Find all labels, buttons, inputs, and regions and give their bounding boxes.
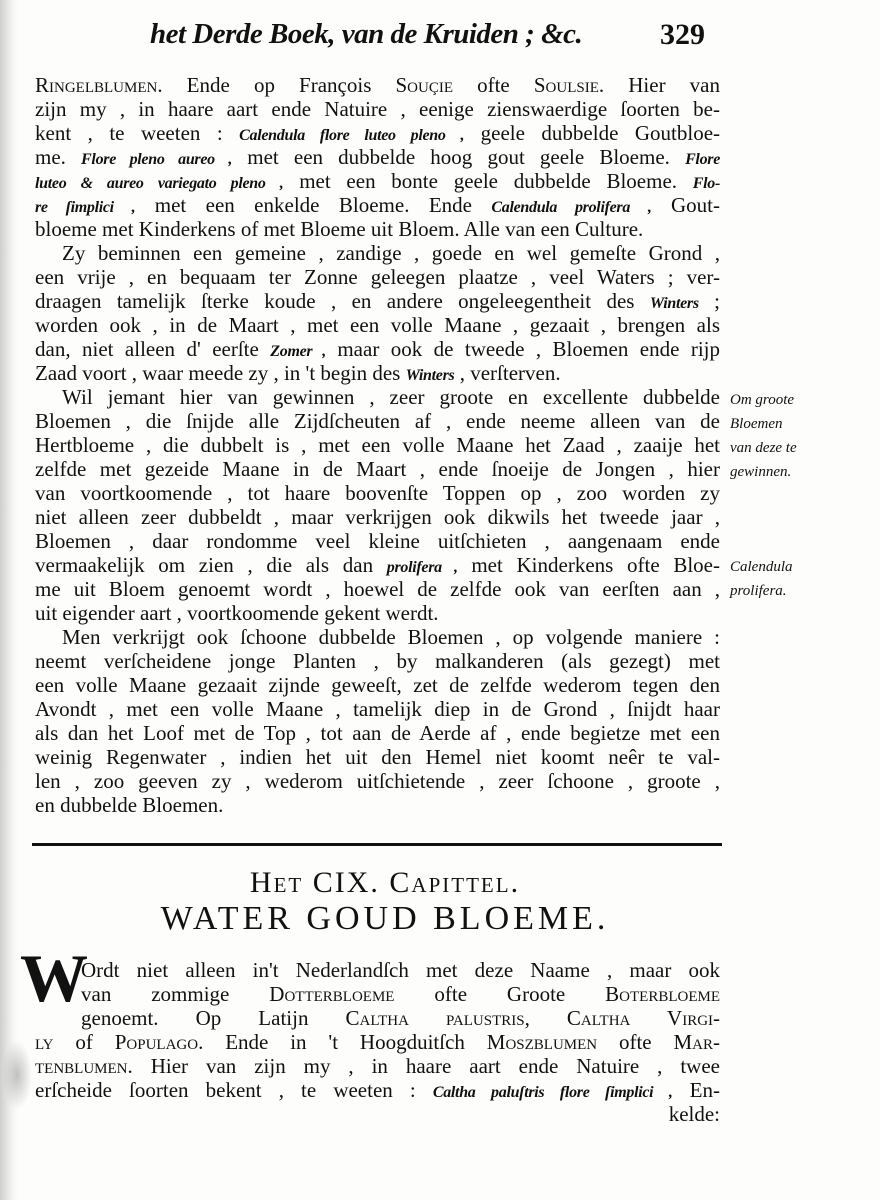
text-run: van zommige bbox=[81, 982, 270, 1006]
text-run: een volle Maane gezaait zijnde geweeſt, zet de zelfde wederom tegen den bbox=[35, 673, 720, 697]
small-caps-name: Souçie bbox=[395, 73, 453, 97]
italic-latin-term: Winters bbox=[405, 367, 455, 384]
small-caps-name: Mar- bbox=[673, 1030, 721, 1054]
margin-note-line: Calendula bbox=[730, 559, 793, 575]
text-run: met een bonte geele dubbelde Bloeme. bbox=[283, 169, 693, 193]
small-caps-name: Caltha Virgi- bbox=[566, 1006, 721, 1030]
italic-latin-term: Flore bbox=[685, 151, 721, 168]
italic-latin-term: Zomer , bbox=[270, 343, 326, 360]
text-run: Wil jemant hier van gewinnen , zeer groote en excellente dubbelde bbox=[62, 385, 720, 409]
text-run: Hier van bbox=[604, 73, 720, 97]
text-run: kent , te weeten : bbox=[35, 121, 240, 145]
text-line bbox=[35, 1030, 720, 1054]
text-line bbox=[35, 793, 720, 817]
text-run: genoemt. Op Latijn bbox=[81, 1006, 346, 1030]
margin-note-om-groote bbox=[730, 388, 797, 484]
italic-latin-term: re ſimplici , bbox=[35, 199, 136, 216]
chapter-body bbox=[35, 958, 720, 1126]
italic-latin-term: Caltha paluſtris flore ſimplici , bbox=[432, 1084, 673, 1101]
text-line bbox=[35, 721, 720, 745]
text-run: of bbox=[53, 1030, 115, 1054]
text-run: Avondt , met een volle Maane , tamelijk diep in de Grond , ſnijdt haar bbox=[35, 697, 720, 721]
margin-note-line: prolifera. bbox=[730, 583, 787, 599]
text-line bbox=[35, 265, 720, 289]
text-run: worden ook , in de Maart , met een volle Maane , gezaait , brengen als bbox=[35, 313, 720, 337]
small-caps-name: Caltha palustris bbox=[345, 1006, 525, 1030]
text-run: zelfde met gezeide Maane in de Maart , ende ſnoeije de Jongen , hier bbox=[35, 457, 720, 481]
text-run: len , zoo geeven zy , wederom uitſchietende , zeer ſchoone , groote , bbox=[35, 769, 720, 793]
text-run: geele dubbelde Goutbloe- bbox=[464, 121, 721, 145]
text-run: dan, niet alleen d' eerſte bbox=[35, 337, 271, 361]
italic-latin-term: Calendula prolifera , bbox=[491, 199, 652, 216]
text-run: Hier van zijn my , in haare aart ende Natuire , twee bbox=[132, 1054, 720, 1078]
text-run: Zy beminnen een gemeine , zandige , goede en wel gemeſte Grond , bbox=[62, 241, 720, 265]
text-run: weinig Regenwater , indien het uit den Hemel niet koomt neêr te val- bbox=[35, 745, 720, 769]
text-line bbox=[35, 958, 720, 982]
text-line bbox=[35, 385, 720, 409]
text-run: En- bbox=[672, 1078, 721, 1102]
text-run: me. bbox=[35, 145, 82, 169]
italic-latin-term: Flore pleno aureo , bbox=[81, 151, 233, 168]
text-line bbox=[35, 529, 720, 553]
text-line bbox=[35, 1006, 720, 1030]
italic-latin-term: Flo- bbox=[692, 175, 720, 192]
catchword: kelde: bbox=[668, 1102, 720, 1126]
small-caps-name: Moszblumen bbox=[486, 1030, 598, 1054]
italic-latin-term: Winters bbox=[649, 295, 699, 312]
margin-note-calendula bbox=[730, 555, 793, 603]
text-run: met een dubbelde hoog gout geele Bloeme. bbox=[232, 145, 686, 169]
text-line bbox=[35, 769, 720, 793]
small-caps-name: Dotterbloeme bbox=[269, 982, 395, 1006]
text-line bbox=[35, 121, 720, 145]
text-line bbox=[35, 577, 720, 601]
text-run: draagen tamelijk ſterke koude , en andere ongeleegentheit des bbox=[35, 289, 650, 313]
text-run: uit eigender aart , voortkoomende gekent werdt. bbox=[35, 601, 439, 625]
text-run: ofte bbox=[453, 73, 534, 97]
text-run: met een enkelde Bloeme. Ende bbox=[135, 193, 492, 217]
text-line bbox=[35, 97, 720, 121]
text-line bbox=[35, 217, 720, 241]
page-number: 329 bbox=[660, 18, 705, 51]
text-run: ; bbox=[698, 289, 720, 313]
text-run: zijn my , in haare aart ende Natuire , eenige zienswaerdige ſoorten be- bbox=[35, 97, 720, 121]
text-line bbox=[35, 1054, 720, 1078]
text-run: als dan het Loof met de Top , tot aan de Aerde af , ende begietze met een bbox=[35, 721, 720, 745]
text-run: ofte Groote bbox=[394, 982, 606, 1006]
text-run: Ende in 't Hoogduitſch bbox=[203, 1030, 487, 1054]
small-caps-name: Boterbloeme bbox=[605, 982, 720, 1006]
small-caps-name: tenblumen. bbox=[35, 1054, 133, 1078]
margin-note-line: Om groote bbox=[730, 392, 795, 408]
text-run: een vrije , en bequaam ter Zonne geleegen plaatze , veel Waters ; ver- bbox=[35, 265, 720, 289]
margin-note-line: gewinnen. bbox=[730, 464, 792, 480]
text-run: , bbox=[524, 1006, 567, 1030]
text-line bbox=[35, 1078, 720, 1102]
text-run: Bloemen , daar rondomme veel kleine uitſchieten , aangenaam ende bbox=[35, 529, 720, 553]
chapter-number: Het CIX. Capittel. bbox=[249, 866, 521, 899]
text-line bbox=[35, 337, 720, 361]
text-line bbox=[35, 601, 720, 625]
text-line bbox=[35, 625, 720, 649]
text-line bbox=[35, 697, 720, 721]
text-run: bloeme met Kinderkens of met Bloeme uit Bloem. Alle van een Culture. bbox=[35, 217, 644, 241]
text-run: me uit Bloem genoemt wordt , hoewel de zelfde ook van eerſten aan , bbox=[35, 577, 720, 601]
text-line bbox=[35, 505, 720, 529]
section-divider-rule bbox=[32, 843, 722, 846]
text-run: Hertbloeme , die dubbelt is , met een volle Maane het Zaad , zaaije het bbox=[35, 433, 720, 457]
text-run: van voortkoomende , tot haare boovenſte Toppen op , zoo worden zy bbox=[35, 481, 720, 505]
text-line bbox=[35, 289, 720, 313]
text-run: en dubbelde Bloemen. bbox=[35, 793, 224, 817]
text-run: Gout- bbox=[651, 193, 720, 217]
text-line bbox=[35, 169, 720, 193]
text-run: Zaad voort , waar meede zy , in 't begin des bbox=[35, 361, 406, 385]
margin-note-line: Bloemen bbox=[730, 416, 783, 432]
text-run: vermaakelijk om zien , die als dan bbox=[35, 553, 387, 577]
page-edge-shadow bbox=[0, 0, 18, 1200]
text-run: Ordt niet alleen in't Nederlandſch met deze Naame , maar ook bbox=[81, 958, 720, 982]
text-line bbox=[35, 145, 720, 169]
running-title: het Derde Boek, van de Kruiden ; &c. bbox=[150, 18, 583, 50]
text-line bbox=[35, 73, 720, 97]
text-line bbox=[35, 409, 720, 433]
text-line bbox=[35, 241, 720, 265]
text-line bbox=[35, 745, 720, 769]
text-run: neemt verſcheidene jonge Planten , by malkanderen (als gezegt) met bbox=[35, 649, 720, 673]
text-line bbox=[35, 982, 720, 1006]
text-run: niet alleen zeer dubbeldt , maar verkrijgen ook dikwils het tweede jaar , bbox=[35, 505, 720, 529]
text-line bbox=[35, 481, 720, 505]
text-run: , verſterven. bbox=[454, 361, 561, 385]
small-caps-name: Soulsie. bbox=[533, 73, 605, 97]
text-line bbox=[35, 313, 720, 337]
text-run: ofte bbox=[597, 1030, 674, 1054]
text-run: Bloemen , die ſnijde alle Zijdſcheuten af , ende neeme alleen van de bbox=[35, 409, 720, 433]
text-run: Ende op François bbox=[162, 73, 396, 97]
text-line bbox=[35, 553, 720, 577]
text-run: maar ook de tweede , Bloemen ende rijp bbox=[325, 337, 720, 361]
small-caps-name: Populago. bbox=[114, 1030, 204, 1054]
ink-smudge bbox=[2, 1040, 32, 1110]
italic-latin-term: luteo & aureo variegato pleno , bbox=[35, 175, 284, 192]
margin-note-line: van deze te bbox=[730, 440, 797, 456]
text-line bbox=[35, 433, 720, 457]
text-run: Men verkrijgt ook ſchoone dubbelde Bloemen , op volgende maniere : bbox=[62, 625, 720, 649]
section-body bbox=[35, 73, 720, 817]
text-run: met Kinderkens ofte Bloe- bbox=[457, 553, 720, 577]
text-line bbox=[35, 361, 720, 385]
small-caps-name: ly bbox=[35, 1030, 54, 1054]
text-line bbox=[35, 673, 720, 697]
text-line bbox=[35, 457, 720, 481]
text-run: erſcheide ſoorten bekent , te weeten : bbox=[35, 1078, 433, 1102]
drop-cap: W bbox=[20, 940, 88, 1016]
text-line bbox=[35, 649, 720, 673]
chapter-title: WATER GOUD BLOEME. bbox=[160, 900, 610, 937]
text-line bbox=[35, 193, 720, 217]
small-caps-name: Ringelblumen. bbox=[35, 73, 163, 97]
italic-latin-term: prolifera , bbox=[386, 559, 458, 576]
italic-latin-term: Calendula flore luteo pleno , bbox=[239, 127, 465, 144]
